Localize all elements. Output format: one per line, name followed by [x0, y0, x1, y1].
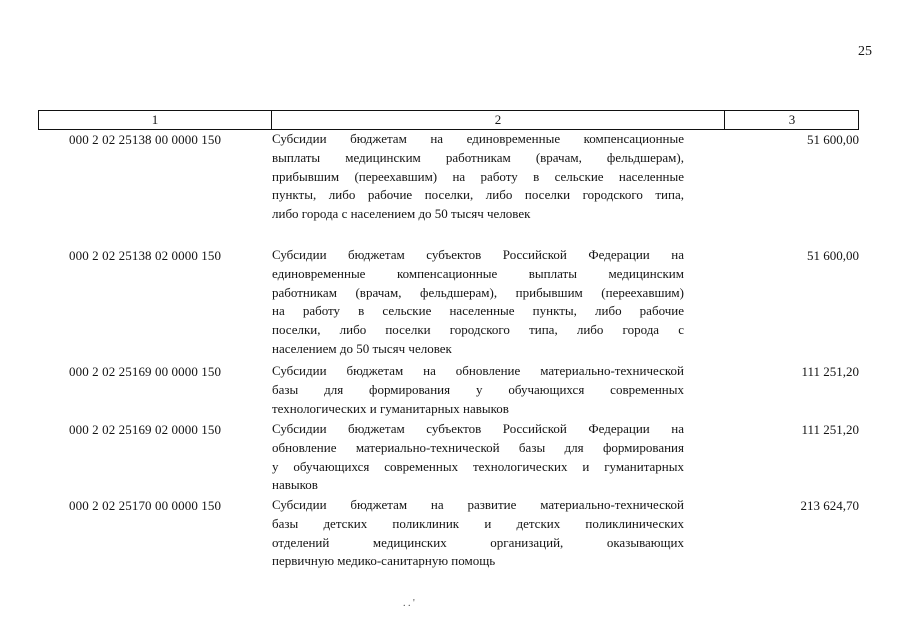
- table-header: [38, 110, 859, 130]
- description-line: либо города с населением до 50 тысяч человек: [272, 206, 531, 222]
- description-line: прибывшим (переехавшим) на работу в сельские населенные: [272, 168, 684, 184]
- budget-code: 000 2 02 25138 02 0000 150: [69, 248, 222, 263]
- description-line: первичную медико-санитарную помощь: [272, 553, 496, 569]
- budget-code: 000 2 02 25170 00 0000 150: [69, 498, 222, 513]
- amount-value: 111 251,20: [801, 422, 859, 437]
- description-line: Субсидии бюджетам на обновление материально-технической: [272, 363, 684, 378]
- row-description: [272, 496, 684, 571]
- description-line: выплаты медицинским работникам (врачам, фельдшерам),: [272, 149, 684, 165]
- budget-code: 000 2 02 25138 00 0000 150: [69, 132, 222, 147]
- description-line: Субсидии бюджетам на единовременные компенсационные: [272, 131, 684, 146]
- description-line: обновление материально-технической базы для формирования: [272, 439, 684, 455]
- amount-value: 51 600,00: [807, 248, 859, 263]
- description-line: технологических и гуманитарных навыков: [272, 400, 509, 416]
- footer-mark: . . ': [403, 598, 415, 609]
- description-line: населением до 50 тысяч человек: [272, 340, 452, 356]
- description-line: единовременные компенсационные выплаты медицинским: [272, 265, 684, 281]
- description-line: базы детских поликлиник и детских поликлинических: [272, 515, 684, 531]
- description-line: Субсидии бюджетам на развитие материально-технической: [272, 497, 684, 512]
- header-column-2: 2: [271, 111, 724, 129]
- header-column-1: 1: [151, 112, 159, 127]
- row-description: [272, 420, 684, 495]
- description-line: на работу в сельские населенные пункты, либо рабочие: [272, 303, 684, 319]
- row-description: [272, 246, 684, 359]
- description-line: отделений медицинских организаций, оказывающих: [272, 534, 684, 550]
- budget-code: 000 2 02 25169 02 0000 150: [69, 422, 222, 437]
- page-number: 25: [858, 44, 872, 59]
- description-line: Субсидии бюджетам субъектов Российской Федерации на: [272, 421, 684, 436]
- row-description: [272, 130, 684, 224]
- amount-value: 111 251,20: [801, 364, 859, 379]
- amount-value: 51 600,00: [807, 132, 859, 147]
- description-line: у обучающихся современных технологических и гуманитарных: [272, 458, 684, 474]
- description-line: Субсидии бюджетам субъектов Российской Федерации на: [272, 247, 684, 262]
- description-line: работникам (врачам, фельдшерам), прибывшим (переехавшим): [272, 284, 684, 300]
- amount-value: 213 624,70: [800, 498, 859, 513]
- header-column-3: 3: [724, 111, 859, 129]
- description-line: навыков: [272, 477, 318, 493]
- row-description: [272, 362, 684, 418]
- budget-code: 000 2 02 25169 00 0000 150: [69, 364, 222, 379]
- description-line: базы для формирования у обучающихся современных: [272, 381, 684, 397]
- description-line: пункты, либо рабочие поселки, либо поселки городского типа,: [272, 187, 684, 203]
- description-line: поселки, либо поселки городского типа, либо города с: [272, 322, 684, 338]
